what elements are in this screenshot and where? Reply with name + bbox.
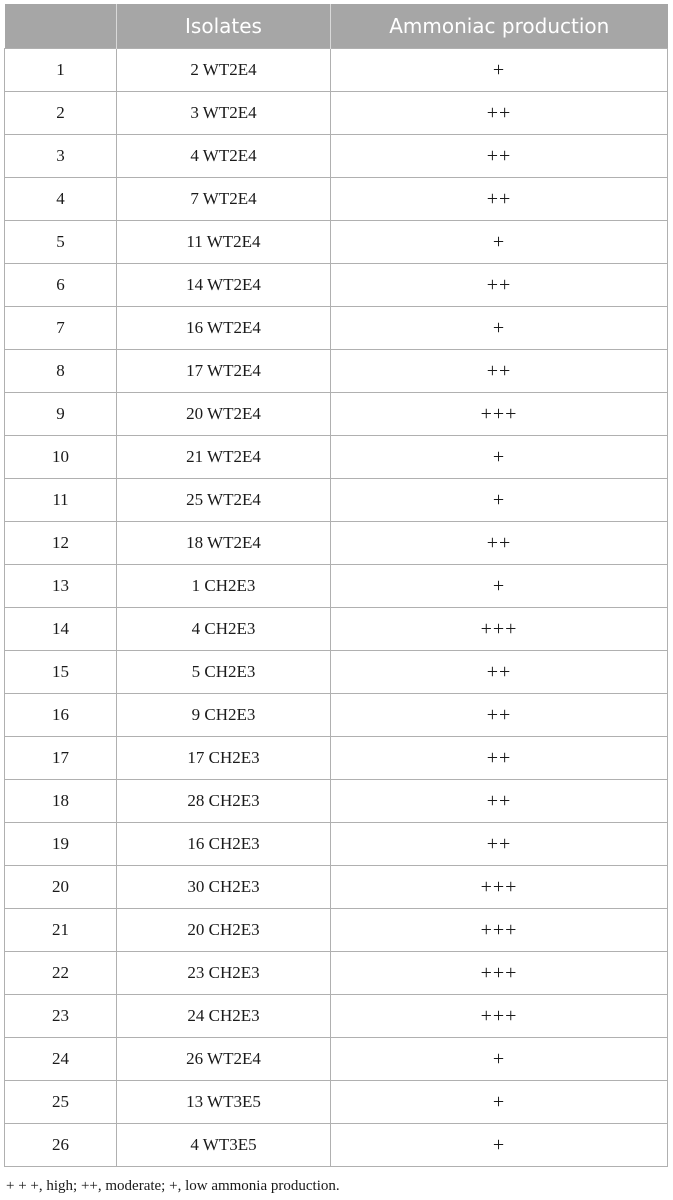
isolate-name: 4 WT2E4	[117, 135, 331, 178]
table-row	[5, 307, 668, 350]
ammoniac-production-level: ++	[331, 737, 668, 780]
ammoniac-production-level: +	[331, 307, 668, 350]
row-number: 12	[5, 522, 117, 565]
ammoniac-production-level: ++	[331, 522, 668, 565]
row-number: 6	[5, 264, 117, 307]
ammoniac-production-level: +	[331, 565, 668, 608]
ammoniac-production-level: +	[331, 479, 668, 522]
ammoniac-production-level: ++	[331, 823, 668, 866]
isolate-name: 28 CH2E3	[117, 780, 331, 823]
table-row	[5, 866, 668, 909]
table-row	[5, 909, 668, 952]
isolate-name: 17 CH2E3	[117, 737, 331, 780]
table-row	[5, 264, 668, 307]
header-ammoniac-production: Ammoniac production	[331, 4, 668, 49]
table-row	[5, 49, 668, 92]
isolate-name: 20 WT2E4	[117, 393, 331, 436]
row-number: 25	[5, 1081, 117, 1124]
ammoniac-production-level: +	[331, 436, 668, 479]
row-number: 18	[5, 780, 117, 823]
row-number: 7	[5, 307, 117, 350]
table-row	[5, 608, 668, 651]
isolate-name: 7 WT2E4	[117, 178, 331, 221]
isolate-name: 30 CH2E3	[117, 866, 331, 909]
isolate-name: 20 CH2E3	[117, 909, 331, 952]
table-row	[5, 823, 668, 866]
row-number: 2	[5, 92, 117, 135]
isolate-name: 3 WT2E4	[117, 92, 331, 135]
table-row	[5, 178, 668, 221]
isolate-name: 13 WT3E5	[117, 1081, 331, 1124]
table-row	[5, 995, 668, 1038]
ammoniac-production-level: +	[331, 49, 668, 92]
row-number: 11	[5, 479, 117, 522]
isolate-name: 11 WT2E4	[117, 221, 331, 264]
isolate-name: 2 WT2E4	[117, 49, 331, 92]
isolate-name: 1 CH2E3	[117, 565, 331, 608]
isolates-table	[4, 4, 668, 1167]
header-isolates: Isolates	[117, 4, 331, 49]
row-number: 3	[5, 135, 117, 178]
row-number: 1	[5, 49, 117, 92]
row-number: 16	[5, 694, 117, 737]
ammoniac-production-level: ++	[331, 135, 668, 178]
ammoniac-production-level: ++	[331, 92, 668, 135]
row-number: 15	[5, 651, 117, 694]
table-row	[5, 1124, 668, 1167]
isolate-name: 4 CH2E3	[117, 608, 331, 651]
table-row	[5, 393, 668, 436]
table-row	[5, 135, 668, 178]
table-row	[5, 737, 668, 780]
row-number: 24	[5, 1038, 117, 1081]
ammoniac-production-level: ++	[331, 178, 668, 221]
ammoniac-production-level: +++	[331, 866, 668, 909]
row-number: 8	[5, 350, 117, 393]
ammoniac-production-level: +++	[331, 608, 668, 651]
isolate-name: 23 CH2E3	[117, 952, 331, 995]
table-row	[5, 1038, 668, 1081]
row-number: 23	[5, 995, 117, 1038]
table-row	[5, 92, 668, 135]
table-row	[5, 350, 668, 393]
table-row	[5, 436, 668, 479]
table-row	[5, 565, 668, 608]
header-row	[5, 4, 668, 49]
row-number: 19	[5, 823, 117, 866]
isolate-name: 5 CH2E3	[117, 651, 331, 694]
isolate-name: 25 WT2E4	[117, 479, 331, 522]
table-row	[5, 522, 668, 565]
ammoniac-production-level: +++	[331, 393, 668, 436]
ammoniac-production-level: +	[331, 221, 668, 264]
isolate-name: 9 CH2E3	[117, 694, 331, 737]
ammoniac-production-level: +++	[331, 952, 668, 995]
ammoniac-production-level: +	[331, 1124, 668, 1167]
isolate-name: 16 WT2E4	[117, 307, 331, 350]
ammoniac-production-level: ++	[331, 694, 668, 737]
table-row	[5, 952, 668, 995]
table-row	[5, 780, 668, 823]
row-number: 22	[5, 952, 117, 995]
ammoniac-production-level: +	[331, 1081, 668, 1124]
isolate-name: 21 WT2E4	[117, 436, 331, 479]
isolate-name: 4 WT3E5	[117, 1124, 331, 1167]
ammoniac-production-level: ++	[331, 651, 668, 694]
table-row	[5, 479, 668, 522]
isolate-name: 14 WT2E4	[117, 264, 331, 307]
table-row	[5, 1081, 668, 1124]
table-row	[5, 651, 668, 694]
table-row	[5, 221, 668, 264]
row-number: 5	[5, 221, 117, 264]
table-footnote: + + +, high; ++, moderate; +, low ammonia production.	[6, 1178, 340, 1194]
isolate-name: 17 WT2E4	[117, 350, 331, 393]
isolate-name: 18 WT2E4	[117, 522, 331, 565]
row-number: 4	[5, 178, 117, 221]
row-number: 21	[5, 909, 117, 952]
ammoniac-production-level: ++	[331, 350, 668, 393]
row-number: 14	[5, 608, 117, 651]
row-number: 20	[5, 866, 117, 909]
isolate-name: 26 WT2E4	[117, 1038, 331, 1081]
row-number: 9	[5, 393, 117, 436]
ammoniac-production-level: ++	[331, 780, 668, 823]
row-number: 13	[5, 565, 117, 608]
ammoniac-production-level: +++	[331, 995, 668, 1038]
row-number: 17	[5, 737, 117, 780]
row-number: 26	[5, 1124, 117, 1167]
ammoniac-production-level: +++	[331, 909, 668, 952]
isolate-name: 16 CH2E3	[117, 823, 331, 866]
isolate-name: 24 CH2E3	[117, 995, 331, 1038]
table-row	[5, 694, 668, 737]
row-number: 10	[5, 436, 117, 479]
header-index	[5, 4, 117, 49]
ammoniac-production-level: ++	[331, 264, 668, 307]
ammoniac-production-level: +	[331, 1038, 668, 1081]
